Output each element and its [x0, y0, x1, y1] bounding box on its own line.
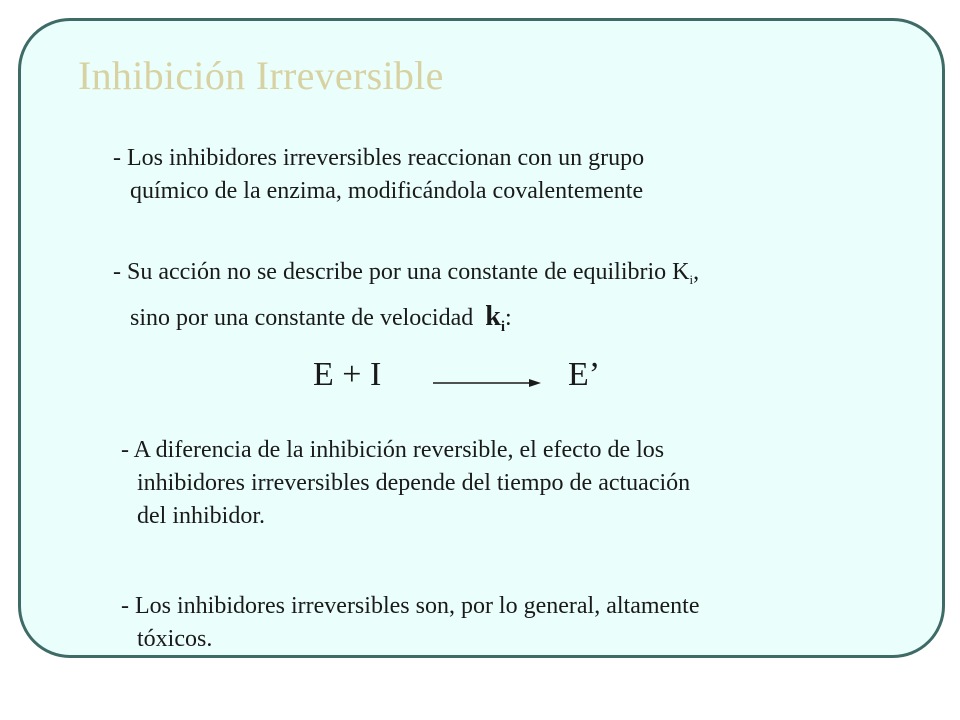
bullet-line: del inhibidor. — [137, 503, 265, 529]
ki-equilibrium-subscript: i — [689, 272, 694, 287]
bullet-text: , — [693, 259, 700, 285]
bullet-rate-constant — [113, 256, 699, 344]
reaction-product: E’ — [568, 356, 601, 393]
bullet-text: - Su acción no se describe por una constante de equilibrio K — [113, 259, 690, 285]
rate-constant-subscript: i — [500, 319, 505, 335]
bullet-text: sino por una constante de velocidad — [130, 305, 474, 331]
bullet-line: químico de la enzima, modificándola covalentemente — [130, 178, 644, 204]
rate-constant-k: k — [485, 301, 501, 332]
bullet-text: : — [504, 305, 512, 331]
bullet-line: - Los inhibidores irreversibles reaccionan con un grupo — [113, 145, 645, 171]
bullet-line — [113, 256, 699, 296]
reaction-reactants: E + I — [313, 356, 382, 393]
bullet-line: tóxicos. — [137, 626, 213, 652]
bullet-line: inhibidores irreversibles depende del tiempo de actuación — [137, 470, 691, 496]
reaction-arrow-icon — [433, 376, 543, 390]
slide-title: Inhibición Irreversible — [78, 53, 444, 98]
bullet-toxicity — [121, 590, 700, 656]
bullet-time-dependence — [121, 434, 690, 533]
bullet-line — [113, 300, 699, 344]
bullet-covalent-modification — [113, 142, 644, 208]
bullet-line: - A diferencia de la inhibición reversible, el efecto de los — [121, 437, 665, 463]
bullet-line: - Los inhibidores irreversibles son, por lo general, altamente — [121, 593, 700, 619]
